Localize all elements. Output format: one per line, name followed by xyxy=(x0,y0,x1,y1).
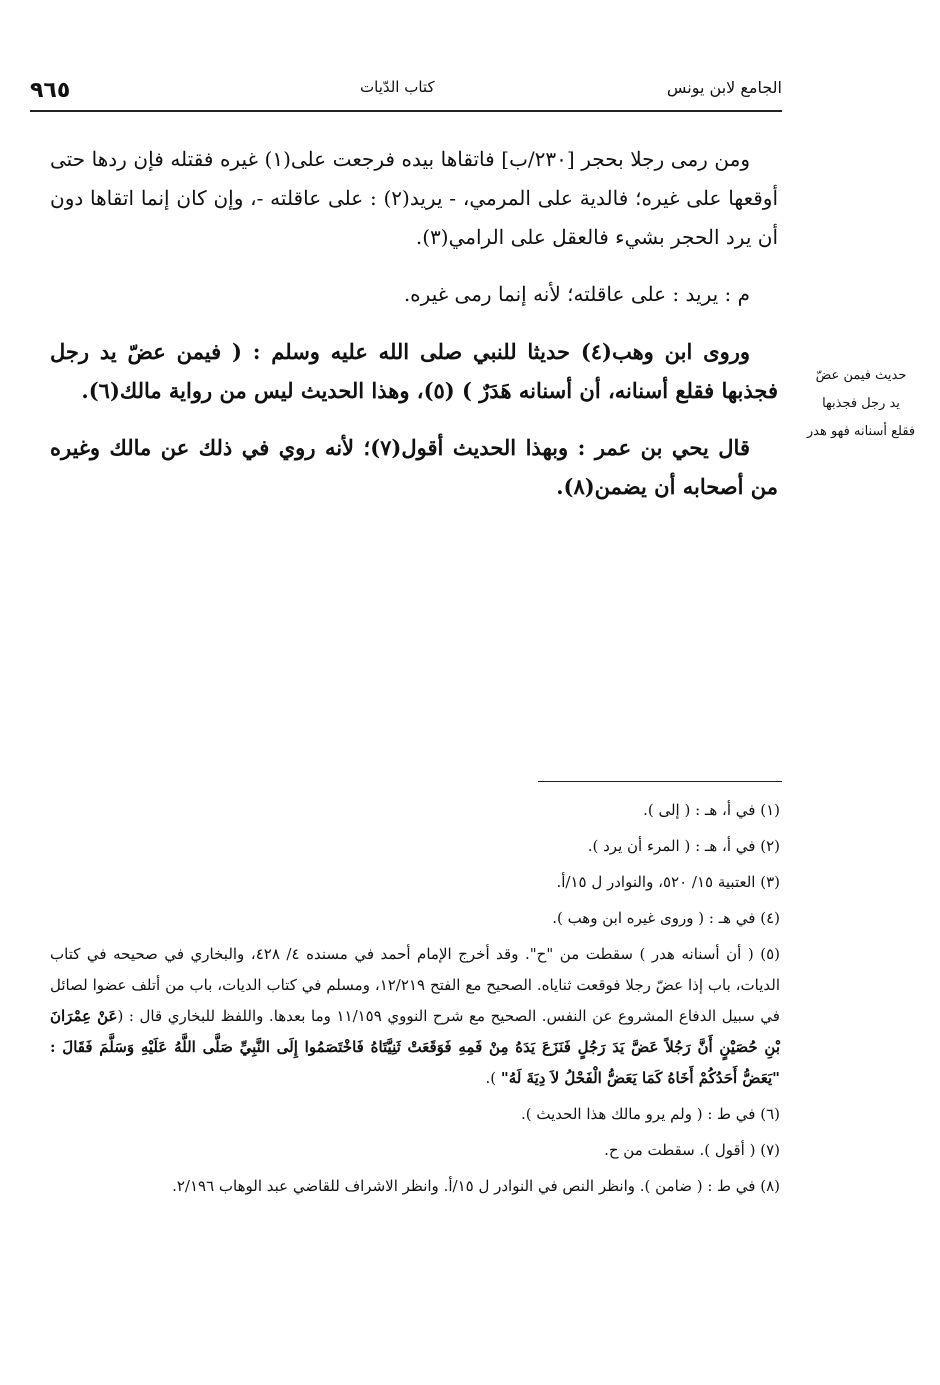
page-header xyxy=(30,78,782,106)
footnote-1: (١) في أ، هـ : ( إلى ). xyxy=(643,801,780,819)
paragraph-2: م : يريد : على عاقلته؛ لأنه إنما رمى غيره. xyxy=(403,282,750,306)
chapter-title: كتاب الدّيات xyxy=(360,78,435,96)
footnote-6: (٦) في ط : ( ولم يرو مالك هذا الحديث ). xyxy=(521,1105,780,1123)
footnote-8: (٨) في ط : ( ضامن ). وانظر النص في النوادر ل ١٥/أ. وانظر الاشراف للقاضي عبد الوهاب ٢/١٩٦. xyxy=(172,1177,780,1195)
running-title: الجامع لابن يونس xyxy=(666,78,782,97)
footnote-5-end: ). xyxy=(485,1069,501,1087)
margin-note-line: فقلع أسنانه فهو هدر xyxy=(806,424,916,439)
footnote-divider xyxy=(538,781,782,782)
footnote-4: (٤) في هـ : ( وروى غيره ابن وهب ). xyxy=(552,909,780,927)
footnote-7: (٧) ( أقول ). سقطت من ح. xyxy=(604,1141,780,1159)
footnote-5-text: (٥) ( أن أسنانه هدر ) سقطت من "ح". وقد أخرج الإمام أحمد في مسنده ٤/ ٤٢٨، والبخاري في صحيحه في كتاب الديات، باب إذا عضّ رجلا فوقعت ثناياه. الصحيح مع الفتح ١٢/٢١٩، ومسلم في كتاب الديات، باب من أتلف عضوا لصائل في سبيل الدفاع المشروع عن النفس. الصحيح مع شرح النووي ١١/١٥٩ وما بعدها. واللفظ للبخاري قال : ( xyxy=(50,945,780,1025)
margin-note-line: حديث فيمن عضّ xyxy=(815,368,907,383)
header-divider xyxy=(30,110,782,112)
paragraph-4: قال يحي بن عمر : وبهذا الحديث أقول(٧)؛ لأنه روي في ذلك عن مالك وغيره من أصحابه أن يضمن(٨). xyxy=(50,435,778,499)
footnote-3: (٣) العتبية ١٥/ ٥٢٠، والنوادر ل ١٥/أ. xyxy=(556,873,780,891)
margin-note-line: يد رجل فجذبها xyxy=(822,396,900,411)
footnote-2: (٢) في أ، هـ : ( المرء أن يرد ). xyxy=(587,837,780,855)
paragraph-1: ومن رمى رجلا بحجر [٢٣٠/ب] فاتقاها بيده فرجعت على(١) غيره فقتله فإن ردها حتى أوقعها على غيره؛ فالدية على المرمي، - يريد(٢) : على عاقلته -، وإن كان إنما اتقاها دون أن يرد الحجر بشيء فالعقل على الرامي(٣). xyxy=(50,147,778,249)
page-number: ٩٦٥ xyxy=(30,78,71,103)
footnotes xyxy=(50,795,780,1207)
paragraph-3: وروى ابن وهب(٤) حديثا للنبي صلى الله عليه وسلم : ( فيمن عضّ يد رجل فجذبها فقلع أسنانه، أن أسنانه هَدَرٌ ) (٥)، وهذا الحديث ليس من رواية مالك(٦). xyxy=(50,339,778,403)
main-text xyxy=(50,140,778,524)
footnote-5 xyxy=(50,939,780,1094)
hadith-quote: عَنْ عِمْرَانَ بْنِ حُصَيْنٍ أَنَّ رَجُلاً عَضَّ يَدَ رَجُلٍ فَنَزَعَ يَدَهُ مِنْ فَمِهِ فَوَقَعَتْ ثَنِيَّتَاهُ فَاخْتَصَمُوا إِلَى النَّبِيِّ صَلَّى اللَّهُ عَلَيْهِ وَسَلَّمَ فَقَالَ : "يَعَضُّ أَحَدُكُمْ أَخَاهُ كَمَا يَعَضُّ الْفَحْلُ لاَ دِيَةَ لَهُ" xyxy=(50,1007,780,1087)
margin-note xyxy=(790,362,932,446)
